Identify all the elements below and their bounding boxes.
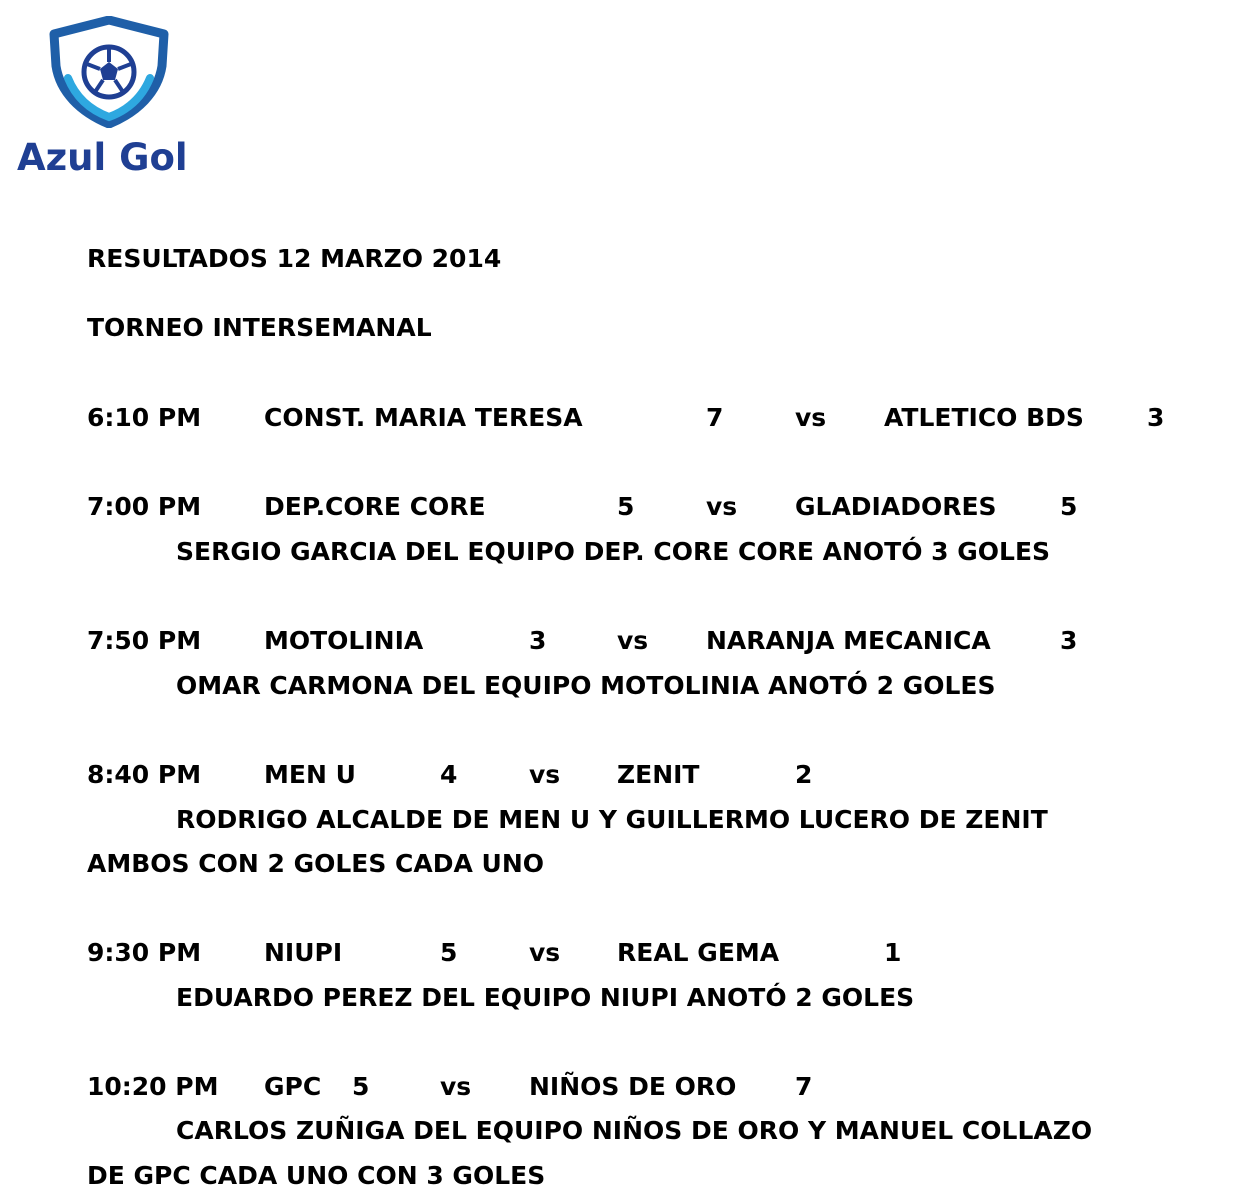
away-team: ATLETICO BDS: [884, 403, 1084, 432]
home-team: NIUPI: [264, 938, 343, 967]
away-score: 1: [884, 938, 902, 967]
home-score: 7: [706, 403, 724, 432]
away-score: 2: [795, 760, 813, 789]
away-score: 5: [1060, 492, 1078, 521]
match-note: CARLOS ZUÑIGA DEL EQUIPO NIÑOS DE ORO Y MANUEL COLLAZO: [176, 1116, 1093, 1145]
away-score: 3: [1060, 626, 1078, 655]
vs-label: vs: [529, 760, 561, 789]
home-team: GPC: [264, 1072, 322, 1101]
home-team: MOTOLINIA: [264, 626, 424, 655]
match-note: OMAR CARMONA DEL EQUIPO MOTOLINIA ANOTÓ 2 GOLES: [176, 671, 996, 700]
away-team: ZENIT: [617, 760, 700, 789]
away-score: 7: [795, 1072, 813, 1101]
home-team: MEN U: [264, 760, 356, 789]
home-score: 5: [440, 938, 458, 967]
match-note: RODRIGO ALCALDE DE MEN U Y GUILLERMO LUCERO DE ZENIT: [176, 805, 1048, 834]
logo-text: Azul Gol: [17, 136, 188, 179]
home-score: 3: [529, 626, 547, 655]
home-score: 5: [352, 1072, 370, 1101]
page-title: RESULTADOS 12 MARZO 2014: [87, 244, 502, 273]
home-team: CONST. MARIA TERESA: [264, 403, 583, 432]
away-team: GLADIADORES: [795, 492, 997, 521]
match-time: 7:50 PM: [87, 626, 202, 655]
vs-label: vs: [529, 938, 561, 967]
away-team: NARANJA MECANICA: [706, 626, 991, 655]
match-time: 7:00 PM: [87, 492, 202, 521]
match-time: 6:10 PM: [87, 403, 202, 432]
match-note-continued: DE GPC CADA UNO CON 3 GOLES: [87, 1161, 546, 1190]
home-team: DEP.CORE CORE: [264, 492, 486, 521]
azul-gol-logo: [14, 14, 194, 184]
vs-label: vs: [440, 1072, 472, 1101]
vs-label: vs: [617, 626, 649, 655]
soccer-ball-shield-icon: [46, 16, 172, 128]
match-time: 8:40 PM: [87, 760, 202, 789]
vs-label: vs: [706, 492, 738, 521]
away-score: 3: [1147, 403, 1165, 432]
away-team: NIÑOS DE ORO: [529, 1072, 737, 1101]
match-note-continued: AMBOS CON 2 GOLES CADA UNO: [87, 849, 545, 878]
match-note: SERGIO GARCIA DEL EQUIPO DEP. CORE CORE ANOTÓ 3 GOLES: [176, 537, 1051, 566]
home-score: 4: [440, 760, 458, 789]
match-time: 9:30 PM: [87, 938, 202, 967]
match-note: EDUARDO PEREZ DEL EQUIPO NIUPI ANOTÓ 2 GOLES: [176, 983, 915, 1012]
vs-label: vs: [795, 403, 827, 432]
home-score: 5: [617, 492, 635, 521]
match-time: 10:20 PM: [87, 1072, 219, 1101]
away-team: REAL GEMA: [617, 938, 780, 967]
tournament-name: TORNEO INTERSEMANAL: [87, 313, 432, 342]
